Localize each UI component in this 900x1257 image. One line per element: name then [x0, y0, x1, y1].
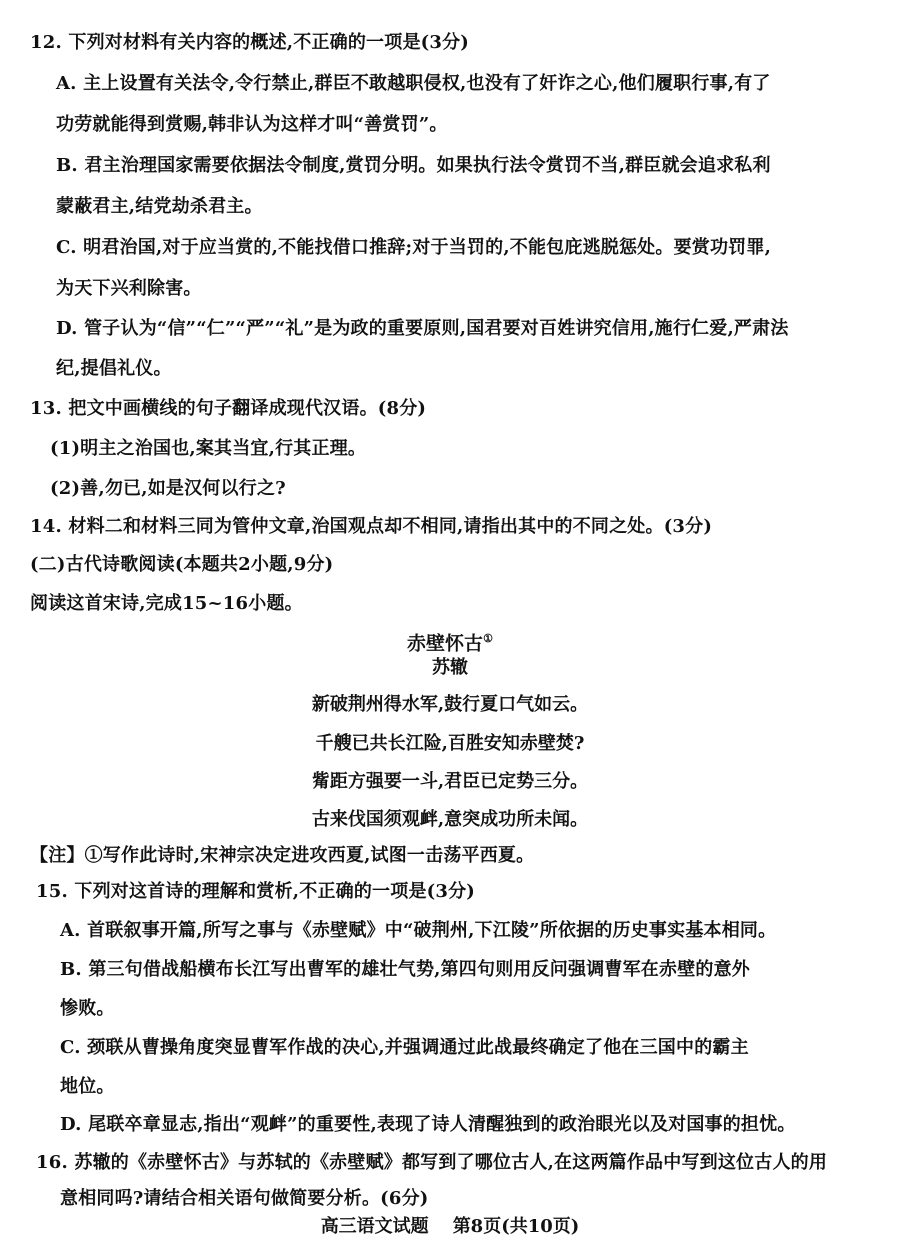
q12-option-d-line2: 纪,提倡礼仪。: [56, 358, 172, 379]
q15-option-c-line1: C. 颈联从曹操角度突显曹军作战的决心,并强调通过此战最终确定了他在三国中的霸主: [60, 1037, 749, 1058]
q12-option-a-line2: 功劳就能得到赏赐,韩非认为这样才叫“善赏罚”。: [56, 114, 448, 135]
q12-option-b-line2: 蒙蔽君主,结党劫杀君主。: [56, 196, 263, 217]
q15-option-a: A. 首联叙事开篇,所写之事与《赤壁赋》中“破荆州,下江陵”所依据的历史事实基本相同。: [60, 920, 777, 941]
q12-option-c-line1: C. 明君治国,对于应当赏的,不能找借口推辞;对于当罚的,不能包庇逃脱惩处。要赏功罚罪,: [56, 237, 772, 258]
q12-option-b-line1: B. 君主治理国家需要依据法令制度,赏罚分明。如果执行法令赏罚不当,群臣就会追求私利: [56, 155, 771, 176]
q13-sentence-2: (2)善,勿已,如是汉何以行之?: [50, 478, 286, 499]
poem-line-1: 新破荆州得水军,鼓行夏口气如云。: [311, 694, 589, 715]
q15-stem: 15. 下列对这首诗的理解和赏析,不正确的一项是(3分): [36, 881, 476, 902]
section-heading: (二)古代诗歌阅读(本题共2小题,9分): [30, 554, 334, 575]
poem-annotation: 【注】①写作此诗时,宋神宗决定进攻西夏,试图一击荡平西夏。: [30, 845, 535, 866]
poem-note-marker: ①: [483, 632, 493, 645]
footer-page-number: 第8页(共10页): [452, 1216, 580, 1237]
q12-option-d-line1: D. 管子认为“信”“仁”“严”“礼”是为政的重要原则,国君要对百姓讲究信用,施行仁爱,严肃法: [56, 318, 789, 339]
q15-option-d: D. 尾联卒章显志,指出“观衅”的重要性,表现了诗人清醒独到的政治眼光以及对国事的担忧。: [60, 1114, 796, 1135]
poem-author: 苏辙: [432, 657, 468, 678]
poem-title-text: 赤壁怀古: [407, 632, 484, 655]
poem-line-2: 千艘已共长江险,百胜安知赤壁焚?: [315, 733, 585, 754]
q12-stem: 12. 下列对材料有关内容的概述,不正确的一项是(3分): [30, 32, 470, 53]
page-footer: [0, 1212, 900, 1238]
q12-option-c-line2: 为天下兴利除害。: [56, 278, 202, 299]
q13-sentence-1: (1)明主之治国也,案其当宜,行其正理。: [50, 438, 367, 459]
section-intro: 阅读这首宋诗,完成15~16小题。: [30, 593, 303, 614]
q13-stem: 13. 把文中画横线的句子翻译成现代汉语。(8分): [30, 398, 427, 419]
q16-line-1: 16. 苏辙的《赤壁怀古》与苏轼的《赤壁赋》都写到了哪位古人,在这两篇作品中写到这位古人的用: [36, 1152, 828, 1173]
q12-option-a-line1: A. 主上设置有关法令,令行禁止,群臣不敢越职侵权,也没有了奸诈之心,他们履职行事,有了: [56, 73, 771, 94]
q14-stem: 14. 材料二和材料三同为管仲文章,治国观点却不相同,请指出其中的不同之处。(3分): [30, 516, 713, 537]
q15-option-c-line2: 地位。: [60, 1076, 115, 1097]
poem-line-3: 觜距方强要一斗,君臣已定势三分。: [311, 771, 589, 792]
q16-line-2: 意相同吗?请结合相关语句做简要分析。(6分): [60, 1188, 429, 1209]
footer-subject: 高三语文试题: [320, 1216, 429, 1237]
q15-option-b-line2: 惨败。: [60, 998, 115, 1019]
poem-title: [0, 628, 900, 654]
q15-option-b-line1: B. 第三句借战船横布长江写出曹军的雄壮气势,第四句则用反问强调曹军在赤壁的意外: [60, 959, 751, 980]
poem-line-4: 古来伐国须观衅,意突成功所未闻。: [311, 809, 589, 830]
